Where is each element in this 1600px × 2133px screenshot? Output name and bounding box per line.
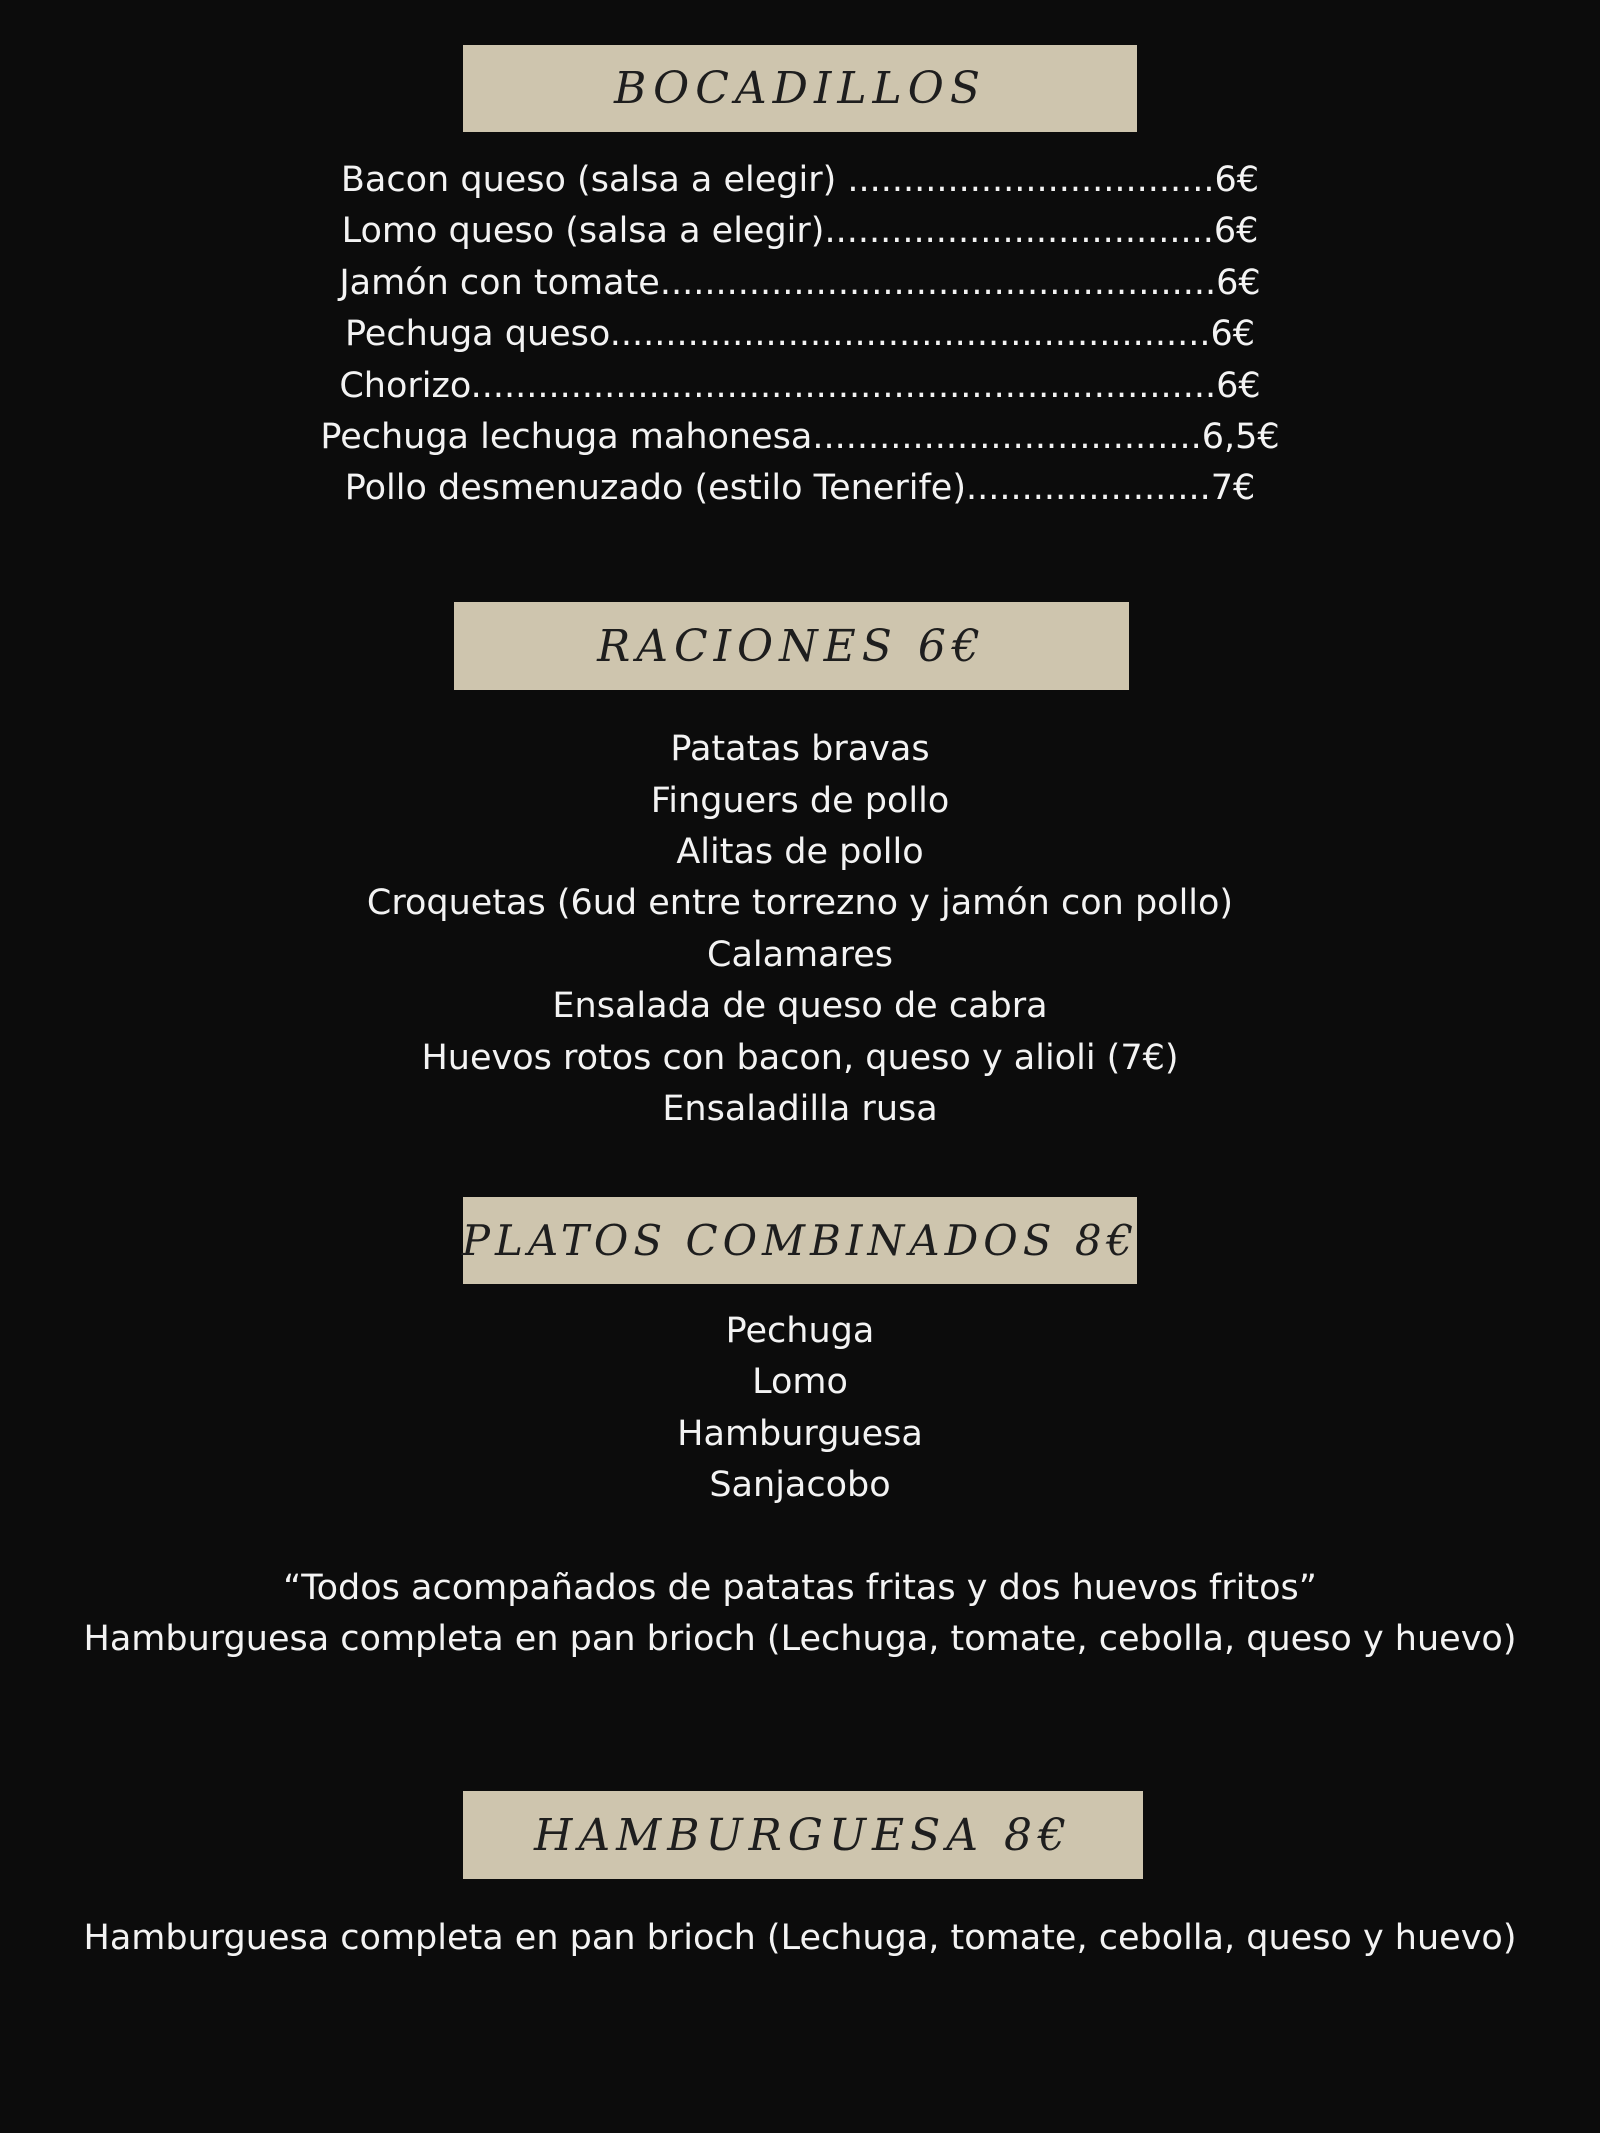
hamburguesa-description: Hamburguesa completa en pan brioch (Lechuga, tomate, cebolla, queso y huevo) xyxy=(83,1918,1517,1958)
menu-item-alitas-pollo: Alitas de pollo xyxy=(676,832,924,872)
section-title-platos-combinados: PLATOS COMBINADOS 8€ xyxy=(463,1197,1137,1284)
menu-item-ensaladilla-rusa: Ensaladilla rusa xyxy=(662,1089,938,1129)
section-title-hamburguesa: HAMBURGUESA 8€ xyxy=(463,1791,1143,1879)
menu-item-patatas-bravas: Patatas bravas xyxy=(670,729,930,769)
menu-item-sanjacobo: Sanjacobo xyxy=(709,1465,891,1505)
platos-extra: Hamburguesa completa en pan brioch (Lechuga, tomate, cebolla, queso y huevo) xyxy=(83,1619,1517,1659)
section-title-raciones: RACIONES 6€ xyxy=(454,602,1129,690)
menu-item-bacon-queso: Bacon queso (salsa a elegir) .................................6€ xyxy=(340,160,1260,200)
menu-item-huevos-rotos: Huevos rotos con bacon, queso y alioli (7€) xyxy=(421,1038,1179,1078)
menu-item-hamburguesa: Hamburguesa xyxy=(677,1414,923,1454)
menu-item-croquetas: Croquetas (6ud entre torrezno y jamón con pollo) xyxy=(366,883,1234,923)
menu-item-pechuga-lechuga: Pechuga lechuga mahonesa...................................6,5€ xyxy=(320,417,1280,457)
platos-note: “Todos acompañados de patatas fritas y dos huevos fritos” xyxy=(283,1568,1317,1608)
menu-item-jamon-tomate: Jamón con tomate..................................................6€ xyxy=(339,263,1261,303)
menu-item-calamares: Calamares xyxy=(707,935,893,975)
menu-item-ensalada-queso-cabra: Ensalada de queso de cabra xyxy=(552,986,1048,1026)
section-title-bocadillos: BOCADILLOS xyxy=(463,45,1137,132)
menu-item-lomo-queso: Lomo queso (salsa a elegir)...................................6€ xyxy=(341,211,1259,251)
menu-item-pollo-desmenuzado: Pollo desmenuzado (estilo Tenerife)......................7€ xyxy=(344,468,1256,508)
menu-item-lomo: Lomo xyxy=(752,1362,848,1402)
menu-item-finguers-pollo: Finguers de pollo xyxy=(650,781,950,821)
menu-item-pechuga: Pechuga xyxy=(725,1311,875,1351)
menu-item-pechuga-queso: Pechuga queso......................................................6€ xyxy=(344,314,1256,354)
menu-item-chorizo: Chorizo...................................................................6€ xyxy=(339,366,1261,406)
